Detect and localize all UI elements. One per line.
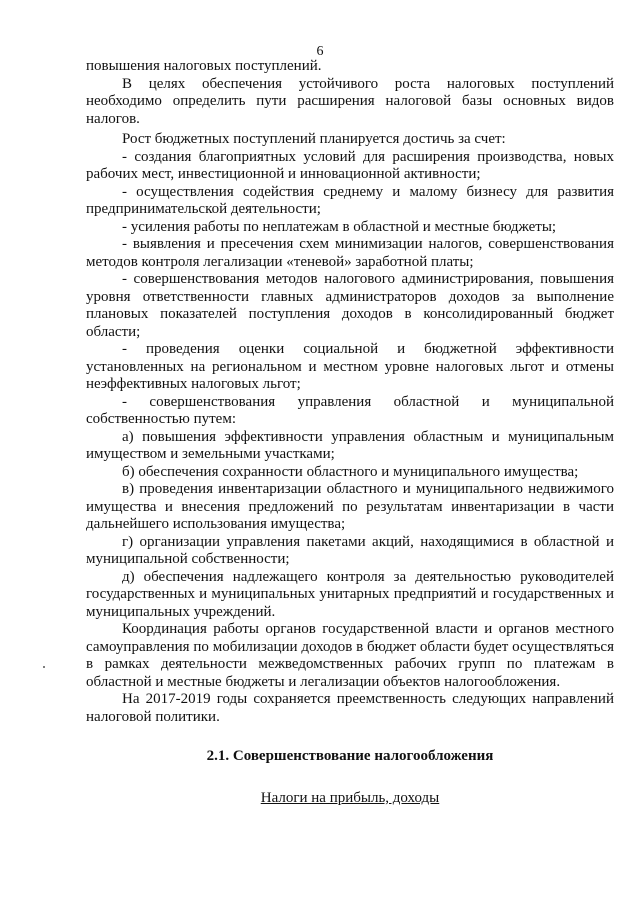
list-item: - проведения оценки социальной и бюджетной эффективности установленных на региональном и местном уровне налоговых льгот и отмены неэффективных налоговых льгот; [86, 341, 614, 392]
sub-list-item: а) повышения эффективности управления областным и муниципальным имуществом и земельными участками; [86, 428, 614, 462]
sub-list-item: б) обеспечения сохранности областного и муниципального имущества; [122, 463, 579, 480]
list-item: - усиления работы по неплатежам в областной и местные бюджеты; [122, 218, 557, 235]
sub-list-item: в) проведения инвентаризации областного и муниципального недвижимого имущества и внесения предложений по результатам инвентаризации в части дальнейшего использования имущества; [86, 481, 614, 532]
list-item: - создания благоприятных условий для расширения производства, новых рабочих мест, инвестиционной и инновационной активности; [86, 148, 614, 182]
section-heading: 2.1. Совершенствование налогообложения [206, 748, 494, 764]
paragraph-continuation: повышения налоговых поступлений. [86, 58, 322, 74]
list-item: - совершенствования управления областной и муниципальной собственностью путем: [86, 393, 614, 427]
paragraph-tax-base: В целях обеспечения устойчивого роста налоговых поступлений необходимо определить пути расширения налоговой базы основных видов налогов. [86, 75, 614, 127]
paragraph-continuity: На 2017-2019 годы сохраняется преемственность следующих направлений налоговой политики. [86, 691, 614, 725]
page-number: 6 [316, 44, 324, 59]
subsection-heading: Налоги на прибыль, доходы [260, 790, 440, 806]
list-item: - осуществления содействия среднему и малому бизнесу для развития предпринимательской деятельности; [86, 183, 614, 217]
list-item: - выявления и пресечения схем минимизации налогов, совершенствования методов контроля легализации «теневой» заработной платы; [86, 236, 614, 270]
list-item: - совершенствования методов налогового администрирования, повышения уровня ответственности главных администраторов доходов за выполнение плановых показателей поступления доходов в консолидированный бюджет области; [86, 271, 614, 340]
sub-list-item: д) обеспечения надлежащего контроля за деятельностью руководителей государственных и муниципальных унитарных предприятий и государственных и муниципальных учреждений. [86, 568, 614, 620]
scan-speck [43, 666, 45, 668]
paragraph-coordination: Координация работы органов государственной власти и органов местного самоуправления по мобилизации доходов в бюджет области будет осуществляться в рамках деятельности межведомственных рабочих групп по платежам в областной и местные бюджеты и легализации объектов налогообложения. [86, 621, 614, 690]
sub-list-item: г) организации управления пакетами акций, находящимися в областной и муниципальной собственности; [86, 533, 614, 567]
body-text [86, 58, 614, 726]
paragraph-budget-growth-intro: Рост бюджетных поступлений планируется достичь за счет: [122, 131, 506, 147]
